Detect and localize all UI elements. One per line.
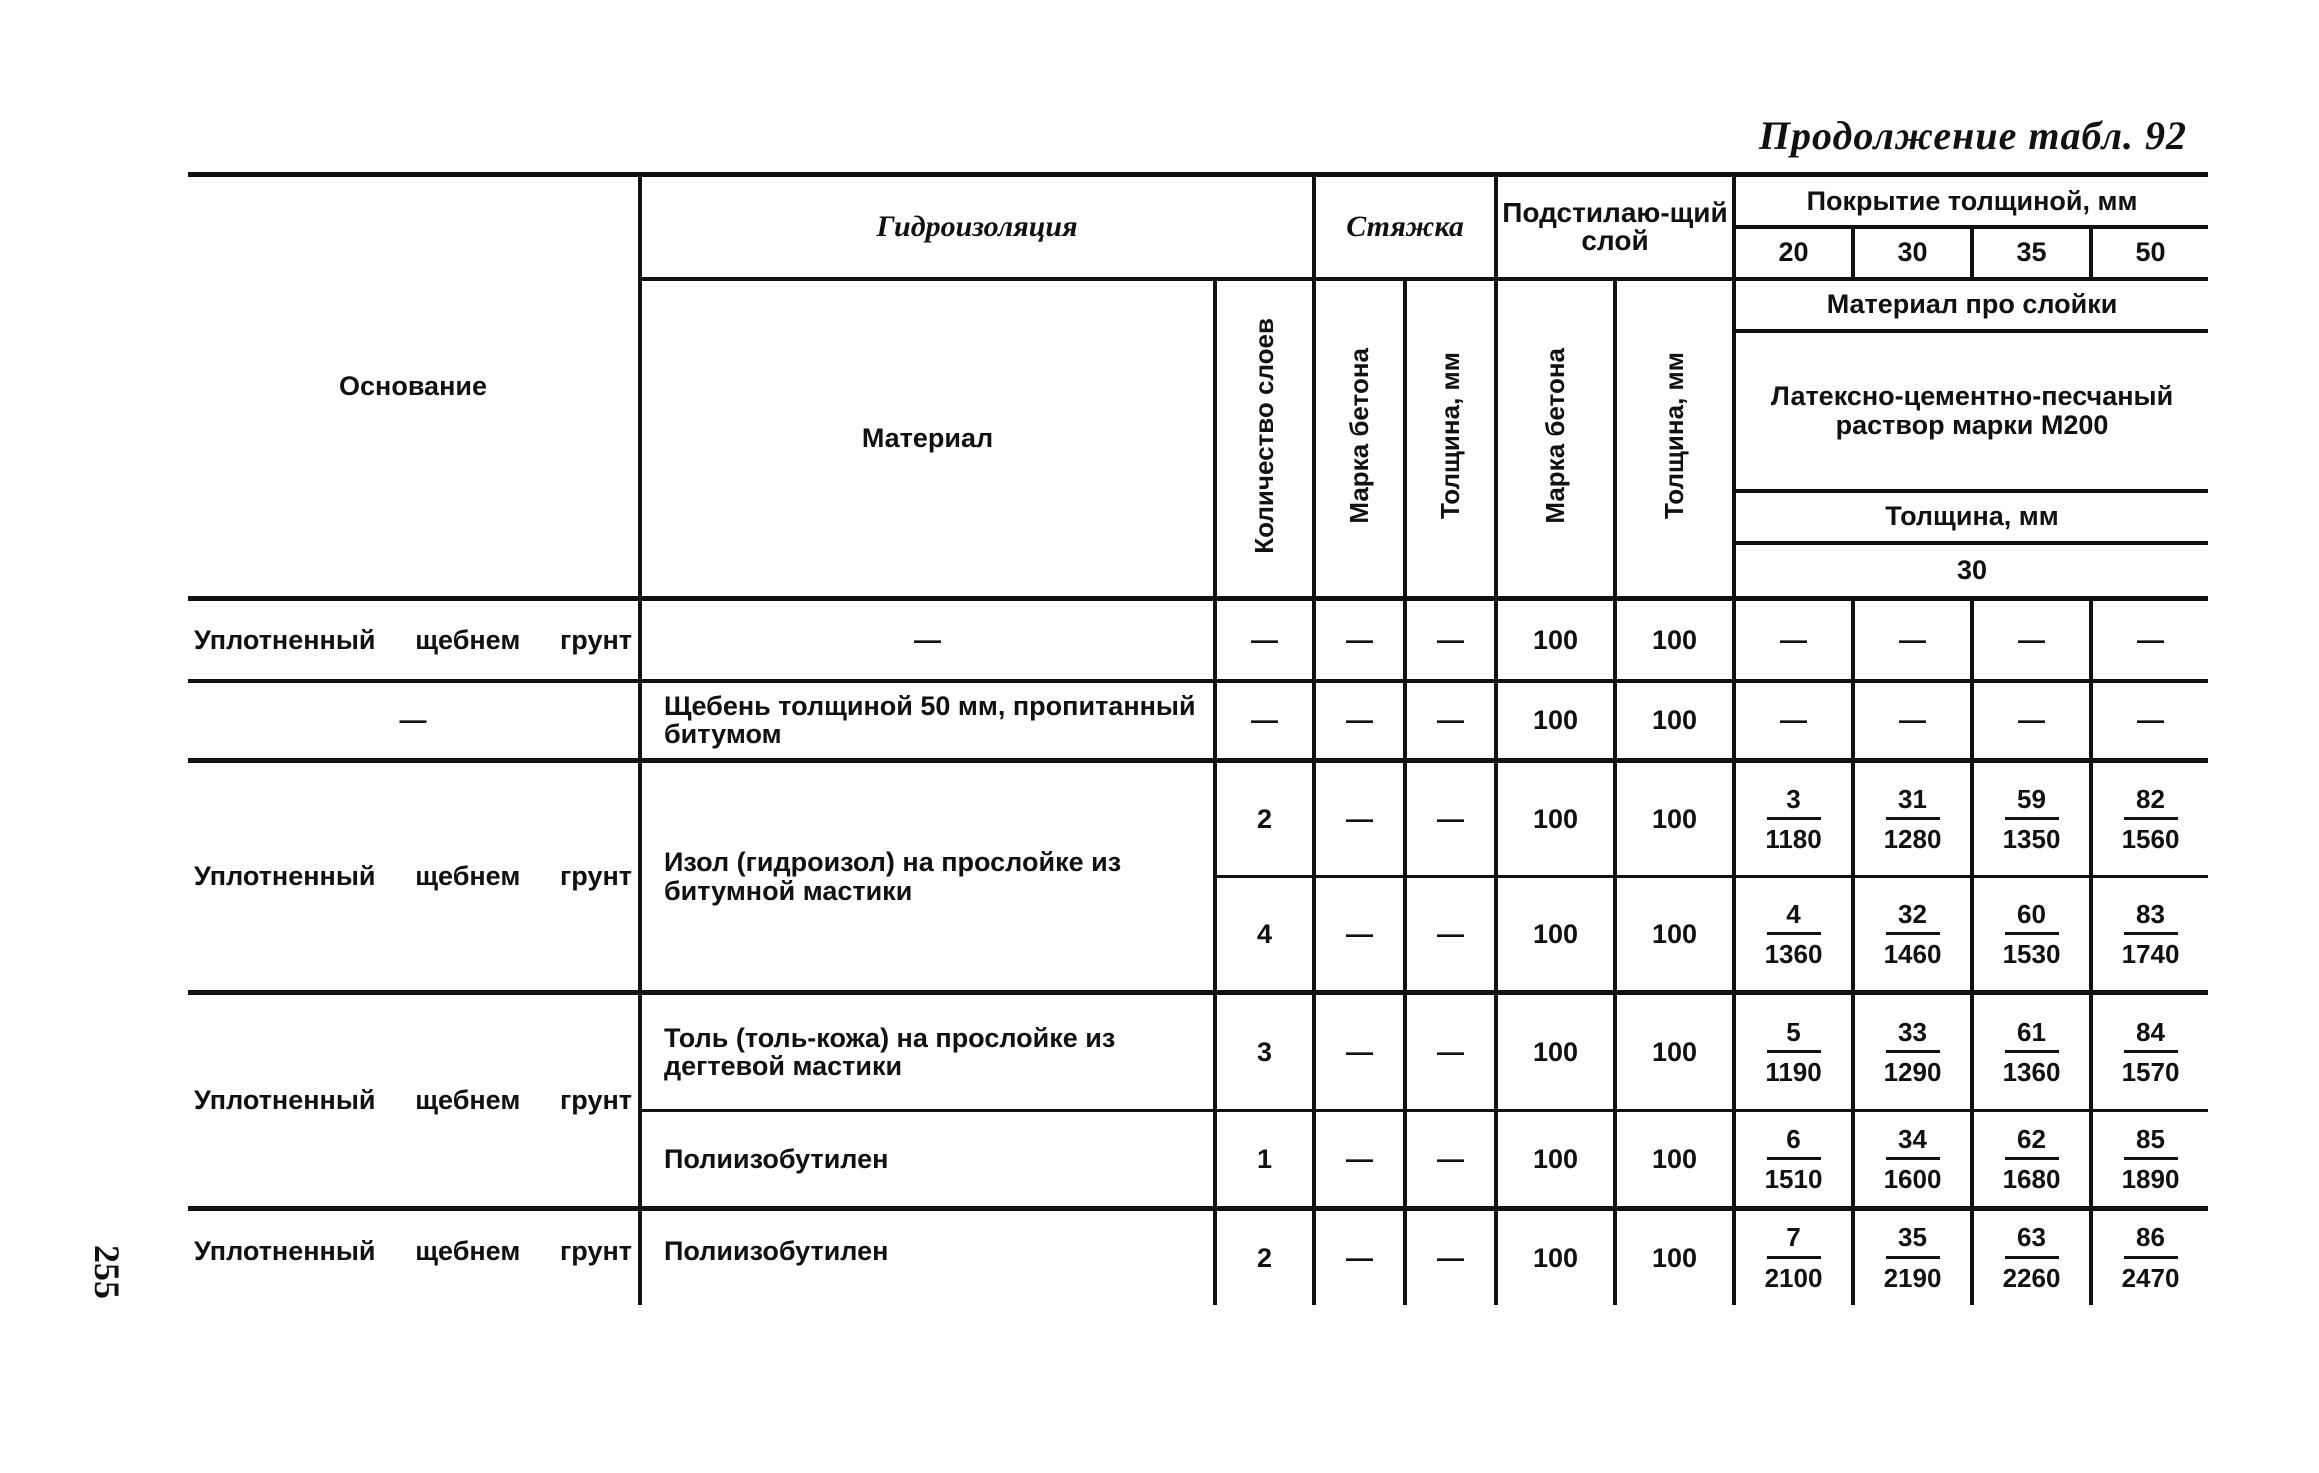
- cell-coating-30: [1853, 993, 1972, 1111]
- fraction-numerator: 33: [1886, 1019, 1940, 1053]
- cell-under-grade: 100: [1496, 1209, 1615, 1305]
- cell-layers: 3: [1215, 993, 1314, 1111]
- header-coating-50: 50: [2091, 227, 2208, 279]
- fraction-denominator: 1180: [1765, 824, 1822, 854]
- fraction-numerator: 85: [2124, 1126, 2178, 1160]
- cell-under-grade: 100: [1496, 681, 1615, 761]
- header-under-grade: [1496, 279, 1615, 599]
- cell-coating-50: [2091, 1111, 2208, 1209]
- fraction-numerator: 35: [1886, 1224, 1940, 1258]
- page-number: 255: [87, 1245, 127, 1299]
- cell-layers: —: [1215, 681, 1314, 761]
- cell-under-grade: 100: [1496, 877, 1615, 993]
- cell-coating-50: [2091, 761, 2208, 877]
- header-coating-20: 20: [1734, 227, 1853, 279]
- cell-coating-30: [1853, 1209, 1972, 1305]
- header-thickness-label: Толщина, мм: [1734, 491, 2208, 543]
- cell-under-thickness: 100: [1615, 1111, 1734, 1209]
- cell-coating-35: [1972, 1111, 2091, 1209]
- cell-coating-20: [1734, 993, 1853, 1111]
- fraction-numerator: 5: [1767, 1019, 1821, 1053]
- cell-under-thickness: 100: [1615, 599, 1734, 681]
- fraction-value: [1883, 898, 1942, 969]
- cell-coating-20: [1734, 761, 1853, 877]
- table-row: [188, 761, 2208, 877]
- header-waterproofing: Гидроизоляция: [640, 175, 1314, 279]
- fraction-denominator: 1560: [2121, 824, 2180, 854]
- fraction-numerator: 6: [1767, 1126, 1821, 1160]
- cell-screed-thickness: —: [1405, 681, 1496, 761]
- cell-material: —: [640, 599, 1215, 681]
- fraction-numerator: 86: [2124, 1224, 2178, 1258]
- header-screed-grade-text: Марка бетона: [1343, 347, 1374, 524]
- fraction-numerator: 7: [1767, 1224, 1821, 1258]
- cell-under-grade: 100: [1496, 761, 1615, 877]
- fraction-denominator: 1350: [2002, 824, 2061, 854]
- cell-material: Изол (гидроизол) на прослойке из битумной мастики: [640, 761, 1215, 993]
- fraction-numerator: 62: [2005, 1126, 2059, 1160]
- cell-screed-grade: —: [1314, 681, 1405, 761]
- cell-screed-thickness: —: [1405, 877, 1496, 993]
- construction-table: [188, 172, 2208, 1305]
- cell-screed-thickness: —: [1405, 1111, 1496, 1209]
- header-layer-count-text: Количество слоев: [1248, 317, 1279, 554]
- cell-screed-grade: —: [1314, 877, 1405, 993]
- cell-screed-thickness: —: [1405, 599, 1496, 681]
- cell-coating-35: [1972, 1209, 2091, 1305]
- cell-base: —: [188, 681, 640, 761]
- fraction-numerator: 3: [1767, 786, 1821, 820]
- cell-under-thickness: 100: [1615, 761, 1734, 877]
- fraction-numerator: 82: [2124, 786, 2178, 820]
- cell-base: Уплотненный щебнем грунт: [188, 993, 640, 1209]
- fraction-denominator: 1360: [1764, 939, 1823, 969]
- cell-coating-35: [1972, 761, 2091, 877]
- cell-coating-35: —: [1972, 681, 2091, 761]
- cell-coating-20: [1734, 1111, 1853, 1209]
- table-continuation-caption: Продолжение табл. 92: [1758, 113, 2187, 158]
- fraction-denominator: 1600: [1883, 1164, 1942, 1194]
- fraction-denominator: 1890: [2121, 1164, 2180, 1194]
- cell-coating-35: [1972, 993, 2091, 1111]
- cell-coating-50: —: [2091, 599, 2208, 681]
- fraction-denominator: 1290: [1883, 1057, 1942, 1087]
- header-coating-thickness: Покрытие толщиной, мм: [1734, 175, 2208, 227]
- cell-coating-35: [1972, 877, 2091, 993]
- fraction-value: [1765, 1224, 1823, 1292]
- fraction-value: [2003, 1224, 2061, 1292]
- cell-screed-grade: —: [1314, 599, 1405, 681]
- header-coating-35: 35: [1972, 227, 2091, 279]
- header-interlayer-mortar: Латексно-цементно-песчаный раствор марки М200: [1734, 331, 2208, 491]
- header-material: Материал: [640, 279, 1215, 599]
- fraction-denominator: 1460: [1883, 939, 1942, 969]
- fraction-value: [1765, 1016, 1822, 1087]
- fraction-numerator: 60: [2005, 901, 2059, 935]
- header-coating-30: 30: [1853, 227, 1972, 279]
- cell-layers: 2: [1215, 1209, 1314, 1305]
- cell-coating-30: [1853, 877, 1972, 993]
- cell-screed-grade: —: [1314, 1209, 1405, 1305]
- fraction-denominator: 2470: [2121, 1262, 2180, 1293]
- header-thickness-value: 30: [1734, 543, 2208, 599]
- header-layer-count: [1215, 279, 1314, 599]
- cell-layers: —: [1215, 599, 1314, 681]
- fraction-denominator: 1530: [2002, 939, 2061, 969]
- fraction-value: [1884, 1224, 1942, 1292]
- cell-screed-grade: —: [1314, 993, 1405, 1111]
- fraction-numerator: 31: [1886, 786, 1940, 820]
- fraction-denominator: 1680: [2002, 1164, 2061, 1194]
- fraction-value: [1883, 783, 1942, 854]
- fraction-value: [2121, 783, 2180, 854]
- cell-under-thickness: 100: [1615, 993, 1734, 1111]
- fraction-value: [2121, 1123, 2180, 1194]
- cell-screed-thickness: —: [1405, 993, 1496, 1111]
- fraction-denominator: 1280: [1883, 824, 1942, 854]
- fraction-denominator: 2260: [2002, 1262, 2061, 1293]
- fraction-value: [1765, 783, 1822, 854]
- fraction-value: [2002, 1016, 2061, 1087]
- header-interlayer-material: Материал про слойки: [1734, 279, 2208, 331]
- cell-base: Уплотненный щебнем грунт: [188, 599, 640, 681]
- table-row: [188, 993, 2208, 1111]
- cell-coating-50: [2091, 877, 2208, 993]
- cell-base: Уплотненный щебнем грунт: [188, 761, 640, 993]
- table-row: [188, 1209, 2208, 1305]
- fraction-value: [1883, 1016, 1942, 1087]
- cell-screed-thickness: —: [1405, 761, 1496, 877]
- fraction-numerator: 4: [1767, 901, 1821, 935]
- cell-screed-grade: —: [1314, 761, 1405, 877]
- fraction-value: [2002, 783, 2061, 854]
- cell-coating-30: —: [1853, 681, 1972, 761]
- fraction-value: [2002, 1123, 2061, 1194]
- header-under-thickness-text: Толщина, мм: [1658, 352, 1689, 520]
- fraction-denominator: 1740: [2121, 939, 2180, 969]
- fraction-denominator: 1190: [1765, 1057, 1822, 1087]
- fraction-value: [2121, 1016, 2180, 1087]
- fraction-numerator: 61: [2005, 1019, 2059, 1053]
- cell-under-thickness: 100: [1615, 1209, 1734, 1305]
- fraction-value: [2121, 898, 2180, 969]
- fraction-numerator: 84: [2124, 1019, 2178, 1053]
- cell-under-grade: 100: [1496, 1111, 1615, 1209]
- cell-coating-20: [1734, 877, 1853, 993]
- cell-under-thickness: 100: [1615, 877, 1734, 993]
- fraction-numerator: 83: [2124, 901, 2178, 935]
- fraction-denominator: 1510: [1764, 1164, 1823, 1194]
- cell-coating-20: —: [1734, 681, 1853, 761]
- fraction-denominator: 2190: [1883, 1262, 1942, 1293]
- header-screed-thickness: [1405, 279, 1496, 599]
- cell-screed-grade: —: [1314, 1111, 1405, 1209]
- fraction-value: [2002, 898, 2061, 969]
- table-row: [188, 599, 2208, 681]
- cell-coating-50: [2091, 993, 2208, 1111]
- cell-under-grade: 100: [1496, 599, 1615, 681]
- cell-screed-thickness: —: [1405, 1209, 1496, 1305]
- header-under-grade-text: Марка бетона: [1539, 347, 1570, 524]
- fraction-numerator: 32: [1886, 901, 1940, 935]
- cell-material: Полиизобутилен: [640, 1209, 1215, 1305]
- fraction-denominator: 1360: [2002, 1057, 2061, 1087]
- header-under-thickness: [1615, 279, 1734, 599]
- fraction-value: [1764, 1123, 1823, 1194]
- cell-layers: 2: [1215, 761, 1314, 877]
- cell-coating-30: —: [1853, 599, 1972, 681]
- cell-coating-20: [1734, 1209, 1853, 1305]
- fraction-numerator: 34: [1886, 1126, 1940, 1160]
- header-screed-grade: [1314, 279, 1405, 599]
- cell-material: Толь (толь-кожа) на прослойке из дегтевой мастики: [640, 993, 1215, 1111]
- header-base: Основание: [188, 175, 640, 599]
- cell-coating-30: [1853, 1111, 1972, 1209]
- cell-material: Полиизобутилен: [640, 1111, 1215, 1209]
- header-screed-thickness-text: Толщина, мм: [1434, 352, 1465, 520]
- fraction-value: [1764, 898, 1823, 969]
- cell-layers: 4: [1215, 877, 1314, 993]
- cell-coating-35: —: [1972, 599, 2091, 681]
- cell-layers: 1: [1215, 1111, 1314, 1209]
- cell-under-thickness: 100: [1615, 681, 1734, 761]
- cell-coating-20: —: [1734, 599, 1853, 681]
- header-screed: Стяжка: [1314, 175, 1496, 279]
- header-underlayer: Подстилаю-щий слой: [1496, 175, 1734, 279]
- fraction-value: [1883, 1123, 1942, 1194]
- fraction-denominator: 1570: [2121, 1057, 2180, 1087]
- cell-material: Щебень толщиной 50 мм, пропитанный битумом: [640, 681, 1215, 761]
- table-row: [188, 681, 2208, 761]
- fraction-denominator: 2100: [1764, 1262, 1823, 1293]
- cell-coating-30: [1853, 761, 1972, 877]
- cell-coating-50: —: [2091, 681, 2208, 761]
- cell-coating-50: [2091, 1209, 2208, 1305]
- fraction-numerator: 59: [2005, 786, 2059, 820]
- cell-base: Уплотненный щебнем грунт: [188, 1209, 640, 1305]
- cell-under-grade: 100: [1496, 993, 1615, 1111]
- fraction-numerator: 63: [2005, 1224, 2059, 1258]
- fraction-value: [2122, 1224, 2180, 1292]
